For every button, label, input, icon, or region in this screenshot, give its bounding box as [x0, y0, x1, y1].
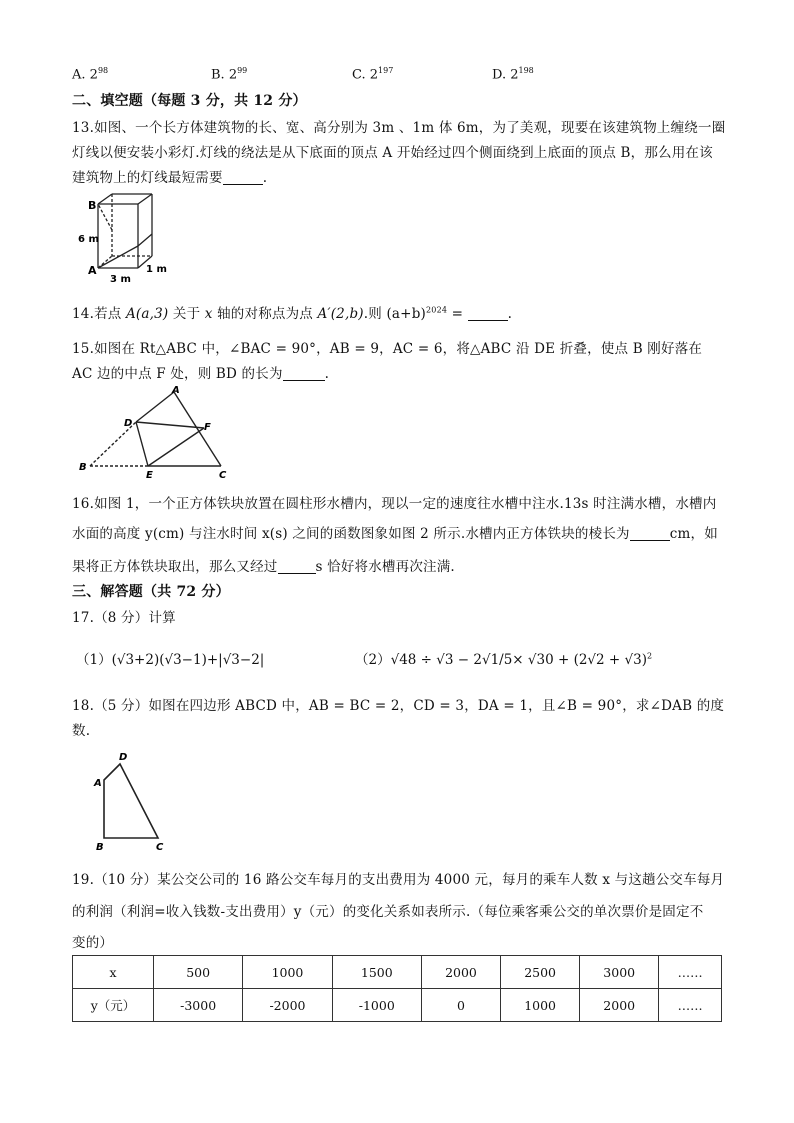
table-cell: 2000	[421, 956, 500, 989]
q15-line1: 15.如图在 Rt△ABC 中，∠BAC = 90°，AB = 9，AC = 6，将△ABC 沿 DE 折叠，使点 B 刚好落在	[72, 341, 703, 357]
q18-label-a: A	[94, 778, 102, 789]
q19-line2: 的利润（利润=收入钱数-支出费用）y（元）的变化关系如表所示.（每位乘客乘公交的单次票价是固定不	[72, 904, 704, 920]
q16-line3: 果将正方体铁块取出，那么又经过 s 恰好将水槽再次注满.	[72, 559, 455, 575]
option-a: A. $2^{98}$	[72, 66, 109, 83]
table-row	[73, 956, 722, 989]
q17-part1: （1）(√3+2)(√3−1)+|√3−2|	[76, 652, 265, 668]
table-cell: 0	[421, 989, 500, 1022]
q15-label-d: D	[124, 418, 133, 429]
q13-label-b: B	[88, 199, 97, 212]
table-cell: 2500	[501, 956, 580, 989]
table-cell: ……	[659, 989, 722, 1022]
q16-line1: 16.如图 1，一个正方体铁块放置在圆柱形水槽内，现以一定的速度往水槽中注水.13s 时注满水槽，水槽内	[72, 496, 717, 512]
q14-line: 14.若点 A(a,3) 关于 x 轴的对称点为点 A′(2,b).则 $(a+b)^{2024}$ = .	[72, 305, 513, 322]
table-cell: y（元）	[73, 989, 154, 1022]
q13-line3: 建筑物上的灯线最短需要 .	[72, 170, 268, 186]
q19-line1: 19.（10 分）某公交公司的 16 路公交车每月的支出费用为 4000 元，每月的乘车人数 x 与这趟公交车每月	[72, 872, 725, 888]
table-cell: 1000	[501, 989, 580, 1022]
q18-label-c: C	[156, 842, 164, 852]
q16-blank-2[interactable]	[278, 559, 316, 574]
table-cell: -2000	[243, 989, 332, 1022]
q13-label-height: 6 m	[78, 234, 99, 245]
q18-label-b: B	[96, 842, 104, 852]
q13-cuboid-figure	[76, 190, 171, 285]
q13-label-a: A	[88, 264, 97, 277]
q13-line2: 灯线以便安装小彩灯.灯线的绕法是从下底面的顶点 A 开始经过四个侧面绕到上底面的顶点 B，那么用在该	[72, 145, 713, 161]
q14-blank[interactable]	[468, 306, 508, 321]
section-3-title: 三、解答题（共 72 分）	[72, 584, 230, 600]
q19-line3: 变的）	[72, 935, 114, 951]
q15-blank[interactable]	[283, 366, 325, 381]
q16-line2: 水面的高度 y(cm) 与注水时间 x(s) 之间的函数图象如图 2 所示.水槽内正方体铁块的棱长为 cm，如	[72, 526, 718, 542]
q18-line2: 数.	[72, 723, 91, 739]
table-cell: 1500	[332, 956, 421, 989]
q13-label-width: 1 m	[146, 264, 167, 275]
q15-label-c: C	[219, 470, 227, 480]
q15-line2: AC 边的中点 F 处，则 BD 的长为 .	[72, 366, 330, 382]
option-c: C. $2^{197}$	[352, 66, 394, 83]
option-b: B. $2^{99}$	[211, 66, 248, 83]
q18-line1: 18.（5 分）如图在四边形 ABCD 中，AB = BC = 2，CD = 3，DA = 1，且∠B = 90°，求∠DAB 的度	[72, 698, 725, 714]
table-cell: 3000	[580, 956, 659, 989]
q17-part2: $(2)√48 \div √3 - 2√1/5\times √30 + (2√2 + √3)^2$	[355, 651, 653, 668]
q13-label-length: 3 m	[110, 274, 131, 285]
table-cell: -3000	[154, 989, 243, 1022]
table-cell: -1000	[332, 989, 421, 1022]
table-cell: 500	[154, 956, 243, 989]
q15-label-a: A	[172, 385, 180, 396]
section-2-title: 二、填空题（每题 3 分，共 12 分）	[72, 93, 307, 109]
q15-label-f: F	[204, 422, 211, 433]
q16-blank-1[interactable]	[630, 526, 670, 541]
table-cell: x	[73, 956, 154, 989]
q18-label-d: D	[119, 752, 128, 763]
table-cell: ……	[659, 956, 722, 989]
q13-blank[interactable]	[223, 170, 263, 185]
option-d: D. $2^{198}$	[492, 66, 534, 83]
q18-quadrilateral-figure	[88, 744, 178, 852]
table-cell: 2000	[580, 989, 659, 1022]
q17-title: 17.（8 分）计算	[72, 610, 176, 626]
q15-label-b: B	[79, 462, 87, 473]
q15-label-e: E	[146, 470, 153, 480]
q15-triangle-figure	[76, 384, 236, 480]
q19-table	[72, 955, 722, 1022]
table-cell: 1000	[243, 956, 332, 989]
q13-line1: 13.如图、一个长方体建筑物的长、宽、高分别为 3m 、1m 体 6m，为了美观，现要在该建筑物上缠绕一圈	[72, 120, 726, 136]
table-row	[73, 989, 722, 1022]
